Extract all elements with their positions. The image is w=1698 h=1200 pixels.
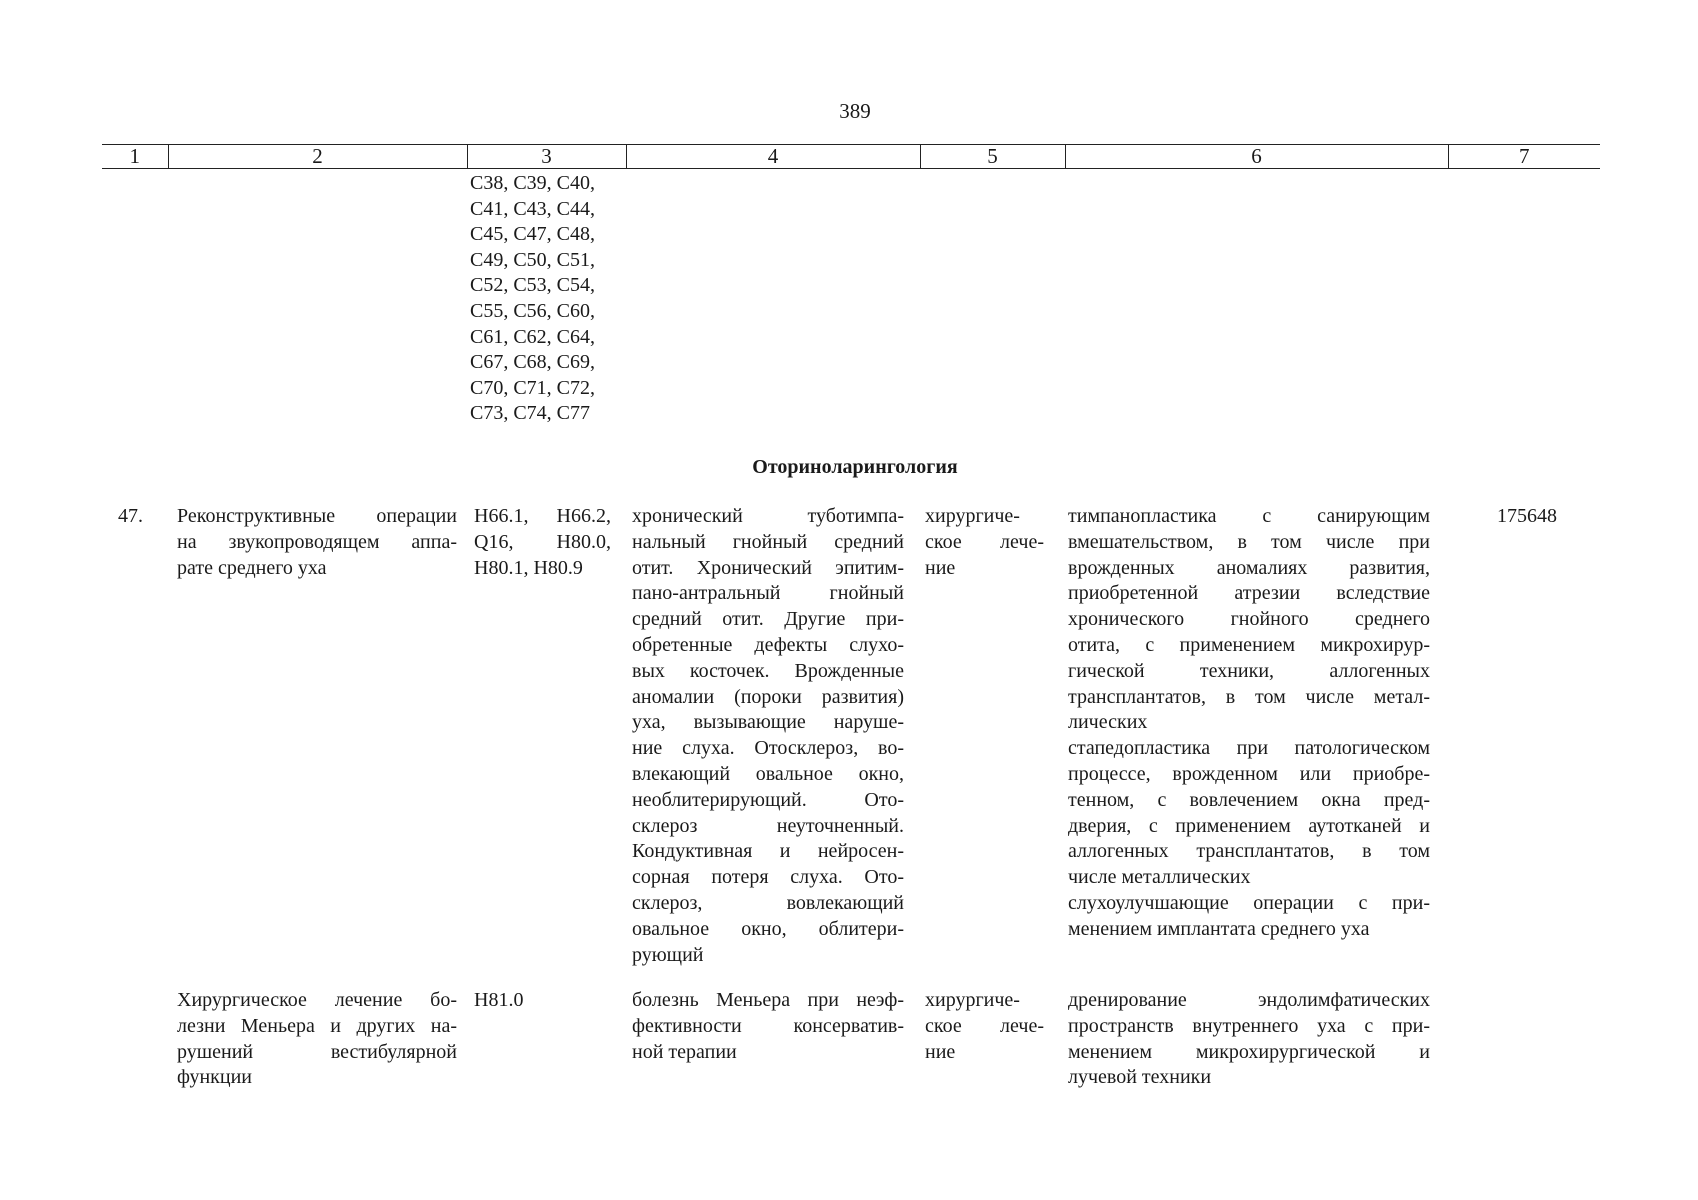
text-line: гической техники, аллогенных — [1068, 659, 1430, 682]
column-number-5: 5 — [920, 145, 1065, 169]
text-line: функции — [177, 1066, 252, 1089]
code-line: C45, C47, C48, — [470, 223, 596, 246]
column-number-7: 7 — [1448, 145, 1600, 169]
treatment-method — [1068, 504, 1430, 943]
text-line: влекающий овальное окно, — [632, 762, 904, 785]
text-line: вмешательством, в том числе при — [1068, 530, 1430, 553]
text-line: ское лече- — [925, 530, 1044, 553]
code-line: C49, C50, C51, — [470, 248, 596, 271]
text-line: средний отит. Другие при- — [632, 608, 904, 631]
diagnosis-codes — [474, 504, 611, 581]
treatment-type — [925, 504, 1044, 581]
text-line: трансплантатов, в том числе метал- — [1068, 685, 1430, 708]
text-line: вых косточек. Врожденные — [632, 659, 904, 682]
column-number-1: 1 — [102, 145, 168, 169]
text-line: лучевой техники — [1068, 1066, 1212, 1089]
text-line: процессе, врожденном или приобре- — [1068, 762, 1430, 785]
treatment-type — [925, 988, 1044, 1065]
text-line: стапедопластика при патологическом — [1068, 737, 1430, 760]
text-line: тенном, с вовлечением окна пред- — [1068, 788, 1430, 811]
text-line: овальное окно, облитери- — [632, 917, 904, 940]
code-line: C61, C62, C64, — [470, 325, 596, 348]
text-line: хронического гнойного среднего — [1068, 608, 1430, 631]
text-line: аномалии (пороки развития) — [632, 685, 904, 708]
text-line: числе металлических — [1068, 866, 1251, 889]
text-line: врожденных аномалиях развития, — [1068, 556, 1430, 579]
text-line: рушений вестибулярной — [177, 1040, 457, 1063]
text-line: Хирургическое лечение бо- — [177, 989, 457, 1011]
text-line: сорная потеря слуха. Ото- — [632, 866, 904, 889]
text-line: пано-антральный гнойный — [632, 582, 904, 605]
patient-model — [632, 988, 904, 1065]
text-line: склероз, вовлекающий — [632, 891, 904, 914]
text-line: тимпанопластика с санирующим — [1068, 505, 1430, 527]
code-line: C73, C74, C77 — [470, 402, 591, 425]
text-line: ние — [925, 1040, 956, 1063]
text-line: фективности консерватив- — [632, 1014, 904, 1037]
text-line: слухоулучшающие операции с при- — [1068, 891, 1430, 914]
text-line: аллогенных трансплантатов, в том — [1068, 840, 1430, 863]
text-line: ние слуха. Отосклероз, во- — [632, 737, 904, 760]
text-line: обретенные дефекты слухо- — [632, 633, 904, 656]
text-line: H80.1, H80.9 — [474, 556, 583, 579]
column-header-row — [102, 144, 1600, 169]
cost-value: 175648 — [1497, 505, 1557, 527]
text-line: дверия, с применением аутотканей и — [1068, 814, 1430, 837]
code-line: C41, C43, C44, — [470, 197, 596, 220]
patient-model — [632, 504, 904, 968]
text-line: Кондуктивная и нейросен- — [632, 840, 904, 863]
intervention-name — [177, 988, 457, 1091]
diagnosis-codes — [474, 988, 611, 1014]
text-line: рующий — [632, 943, 704, 966]
text-line: Q16, H80.0, — [474, 530, 611, 553]
column-number-6: 6 — [1065, 145, 1448, 169]
column-number-4: 4 — [626, 145, 920, 169]
code-line: C52, C53, C54, — [470, 274, 596, 297]
text-line: H81.0 — [474, 989, 524, 1011]
column-number-3: 3 — [467, 145, 626, 169]
page-number: 389 — [839, 99, 871, 123]
text-line: уха, вызывающие наруше- — [632, 711, 904, 734]
text-line: ское лече- — [925, 1014, 1044, 1037]
text-line: на звукопроводящем аппа- — [177, 530, 457, 553]
text-line: склероз неуточненный. — [632, 814, 904, 837]
text-line: хирургиче- — [925, 505, 1020, 527]
text-line: ной терапии — [632, 1040, 737, 1063]
text-line: дренирование эндолимфатических — [1068, 989, 1430, 1011]
treatment-method — [1068, 988, 1430, 1091]
text-line: необлитерирующий. Ото- — [632, 788, 904, 811]
text-line: менением имплантата среднего уха — [1068, 917, 1370, 940]
code-line: C38, C39, C40, — [470, 172, 596, 194]
text-line: H66.1, H66.2, — [474, 505, 611, 527]
text-line: хирургиче- — [925, 989, 1020, 1011]
text-line: менением микрохирургической и — [1068, 1040, 1430, 1063]
text-line: приобретенной атрезии вследствие — [1068, 582, 1430, 605]
column-number-2: 2 — [168, 145, 467, 169]
text-line: хронический туботимпа- — [632, 505, 904, 527]
row-number: 47. — [118, 505, 143, 527]
text-line: ние — [925, 556, 956, 579]
text-line: нальный гнойный средний — [632, 530, 904, 553]
intervention-name — [177, 504, 457, 581]
continuation-codes — [470, 171, 595, 427]
text-line: лезни Меньера и других на- — [177, 1014, 457, 1037]
code-line: C67, C68, C69, — [470, 351, 596, 374]
code-line: C55, C56, C60, — [470, 299, 596, 322]
text-line: отита, с применением микрохирур- — [1068, 633, 1430, 656]
text-line: отит. Хронический эпитим- — [632, 556, 904, 579]
text-line: болезнь Меньера при неэф- — [632, 989, 904, 1011]
text-line: пространств внутреннего уха с при- — [1068, 1014, 1430, 1037]
code-line: C70, C71, C72, — [470, 376, 596, 399]
text-line: лических — [1068, 711, 1148, 734]
section-title: Оториноларингология — [752, 456, 958, 478]
text-line: рате среднего уха — [177, 556, 327, 579]
text-line: Реконструктивные операции — [177, 505, 457, 527]
